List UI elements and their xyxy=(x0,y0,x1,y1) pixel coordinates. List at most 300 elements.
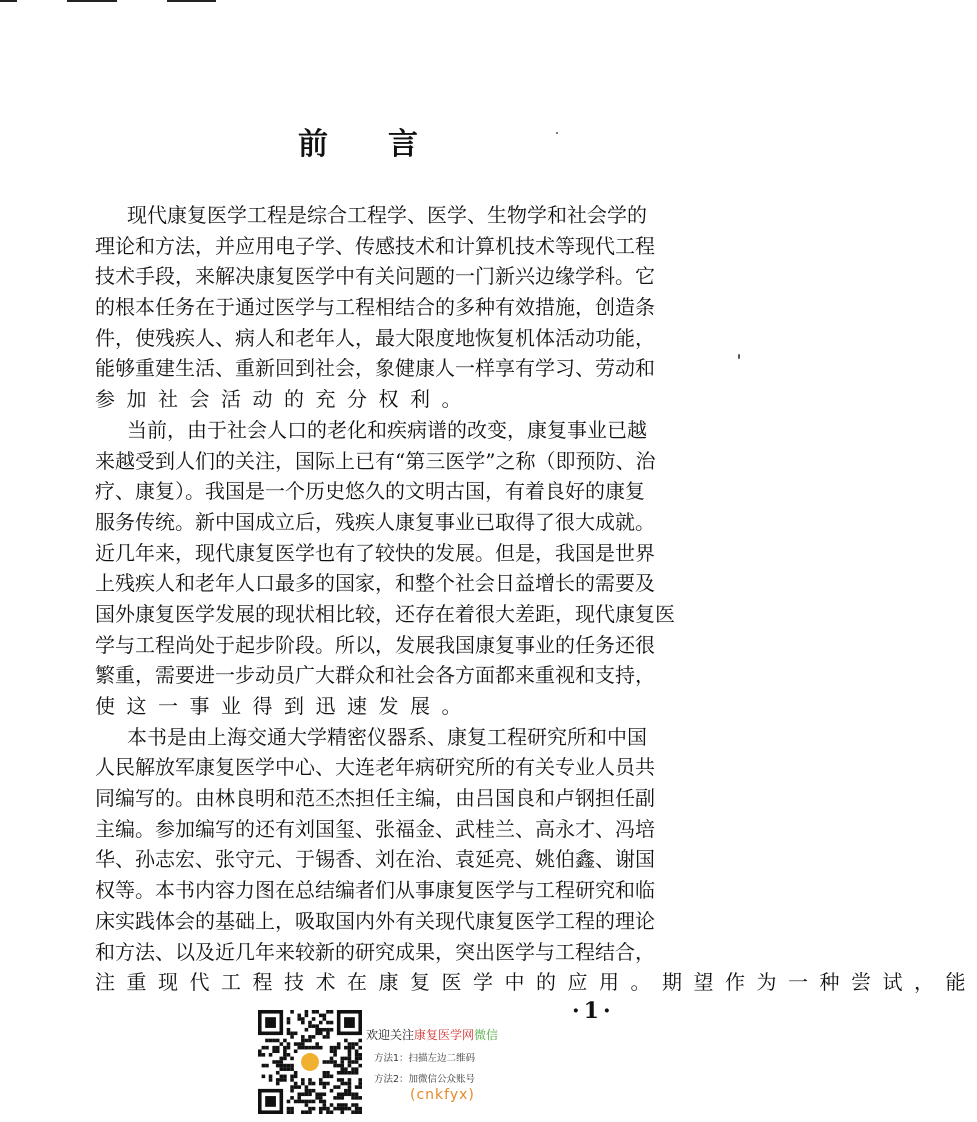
text-line: 学与工程尚处于起步阶段。所以，发展我国康复事业的任务还很 xyxy=(95,632,655,657)
qr-module xyxy=(297,1046,301,1050)
qr-module xyxy=(290,1067,294,1071)
qr-module xyxy=(305,1092,309,1096)
qr-module xyxy=(301,1039,305,1043)
qr-module xyxy=(262,1046,266,1050)
qr-module xyxy=(340,1067,344,1071)
qr-module xyxy=(326,1035,330,1039)
qr-module xyxy=(319,1046,323,1050)
qr-module xyxy=(333,1046,337,1050)
qr-module xyxy=(280,1057,284,1061)
text-line: 近几年来，现代康复医学也有了较快的发展。但是，我国是世界 xyxy=(95,540,655,565)
qr-module xyxy=(287,1067,291,1071)
qr-module xyxy=(358,1064,362,1068)
qr-module xyxy=(265,1064,269,1068)
scan-speck xyxy=(556,132,558,134)
text-line: 使这一事业得到迅速发展。 xyxy=(95,694,473,718)
qr-finder xyxy=(344,1017,355,1028)
qr-module xyxy=(326,1010,330,1014)
qr-module xyxy=(315,1046,319,1050)
qr-module xyxy=(330,1060,334,1064)
qr-finder xyxy=(265,1017,276,1028)
qr-module xyxy=(337,1085,341,1089)
qr-module xyxy=(326,1071,330,1075)
qr-module xyxy=(294,1100,298,1104)
qr-module xyxy=(340,1107,344,1111)
qr-module xyxy=(287,1042,291,1046)
qr-module xyxy=(297,1085,301,1089)
qr-module xyxy=(297,1042,301,1046)
qr-module xyxy=(290,1078,294,1082)
qr-module xyxy=(294,1071,298,1075)
qr-module xyxy=(344,1067,348,1071)
qr-module xyxy=(348,1053,352,1057)
text-line: 繁重，需要进一步动员广大群众和社会各方面都来重视和支持， xyxy=(95,663,655,688)
qr-module xyxy=(330,1057,334,1061)
qr-code xyxy=(258,1010,362,1114)
qr-module xyxy=(323,1103,327,1107)
qr-module xyxy=(272,1060,276,1064)
qr-module xyxy=(287,1046,291,1050)
qr-module xyxy=(280,1067,284,1071)
qr-module xyxy=(276,1078,280,1082)
text-line: 能够重建生活、重新回到社会，象健康人一样享有学习、劳动和 xyxy=(95,356,655,381)
qr-module xyxy=(276,1060,280,1064)
qr-module xyxy=(319,1096,323,1100)
qr-module xyxy=(308,1021,312,1025)
qr-module xyxy=(312,1046,316,1050)
qr-module xyxy=(308,1078,312,1082)
qr-module xyxy=(319,1110,323,1114)
qr-module xyxy=(312,1024,316,1028)
qr-module xyxy=(301,1046,305,1050)
qr-module xyxy=(287,1021,291,1025)
qr-module xyxy=(323,1075,327,1079)
qr-module xyxy=(344,1103,348,1107)
qr-module xyxy=(337,1103,341,1107)
qr-module xyxy=(337,1078,341,1082)
qr-module xyxy=(297,1092,301,1096)
qr-module xyxy=(294,1085,298,1089)
qr-module xyxy=(326,1082,330,1086)
qr-module xyxy=(319,1107,323,1111)
text-line: 国外康复医学发展的现状相比较，还存在着很大差距，现代康复医 xyxy=(95,601,675,626)
qr-module xyxy=(305,1046,309,1050)
qr-module xyxy=(294,1075,298,1079)
qr-module xyxy=(305,1039,309,1043)
qr-module xyxy=(262,1075,266,1079)
preface-body xyxy=(95,200,977,998)
qr-module xyxy=(315,1092,319,1096)
qr-module xyxy=(269,1039,273,1043)
text-line: 件，使残疾人、病人和老年人，最大限度地恢复机体活动功能， xyxy=(95,325,655,350)
qr-module xyxy=(272,1049,276,1053)
qr-module xyxy=(358,1096,362,1100)
qr-module xyxy=(348,1071,352,1075)
qr-module xyxy=(348,1049,352,1053)
qr-module xyxy=(305,1103,309,1107)
qr-module xyxy=(308,1046,312,1050)
qr-module xyxy=(308,1089,312,1093)
qr-module xyxy=(287,1028,291,1032)
qr-module xyxy=(358,1082,362,1086)
qr-module xyxy=(319,1082,323,1086)
qr-module xyxy=(348,1082,352,1086)
qr-module xyxy=(294,1042,298,1046)
qr-module xyxy=(258,1049,262,1053)
qr-module xyxy=(283,1049,287,1053)
qr-module xyxy=(262,1064,266,1068)
qr-module xyxy=(323,1082,327,1086)
qr-module xyxy=(355,1110,359,1114)
qr-module xyxy=(337,1042,341,1046)
qr-module xyxy=(358,1078,362,1082)
qr-module xyxy=(283,1067,287,1071)
qr-module xyxy=(326,1021,330,1025)
qr-module xyxy=(348,1092,352,1096)
qr-module xyxy=(301,1035,305,1039)
qr-module xyxy=(355,1107,359,1111)
qr-module xyxy=(315,1024,319,1028)
text-line: 来越受到人们的关注，国际上已有“第三医学”之称（即预防、治 xyxy=(95,448,656,473)
qr-module xyxy=(351,1046,355,1050)
qr-module xyxy=(276,1082,280,1086)
qr-module xyxy=(312,1035,316,1039)
qr-module xyxy=(287,1017,291,1021)
qr-module xyxy=(348,1060,352,1064)
qr-module xyxy=(330,1021,334,1025)
qr-module xyxy=(358,1057,362,1061)
qr-module xyxy=(344,1082,348,1086)
qr-module xyxy=(340,1057,344,1061)
promo-method-2: 方法2：加微信公众账号 xyxy=(374,1074,476,1085)
qr-module xyxy=(290,1075,294,1079)
qr-module xyxy=(344,1046,348,1050)
qr-module xyxy=(308,1092,312,1096)
qr-module xyxy=(308,1110,312,1114)
text-line: 当前，由于社会人口的老化和疾病谱的改变，康复事业已越 xyxy=(127,417,647,442)
qr-module xyxy=(348,1046,352,1050)
text-line: 现代康复医学工程是综合工程学、医学、生物学和社会学的 xyxy=(127,203,647,227)
qr-module xyxy=(337,1071,341,1075)
qr-module xyxy=(283,1039,287,1043)
qr-module xyxy=(312,1089,316,1093)
qr-module xyxy=(319,1014,323,1018)
qr-module xyxy=(323,1085,327,1089)
qr-module xyxy=(351,1071,355,1075)
qr-module xyxy=(305,1089,309,1093)
qr-module xyxy=(323,1071,327,1075)
qr-module xyxy=(312,1017,316,1021)
text-line: 疗、康复）。我国是一个历史悠久的文明古国，有着良好的康复 xyxy=(95,479,645,504)
promo-method-1: 方法1：扫描左边二维码 xyxy=(374,1053,476,1064)
qr-module xyxy=(280,1042,284,1046)
text-line: 床实践体会的基础上，吸取国内外有关现代康复医学工程的理论 xyxy=(95,908,655,933)
qr-module xyxy=(330,1089,334,1093)
scan-edge-line xyxy=(167,0,216,2)
qr-module xyxy=(308,1039,312,1043)
qr-module xyxy=(305,1028,309,1032)
qr-module xyxy=(355,1071,359,1075)
qr-module xyxy=(330,1046,334,1050)
qr-module xyxy=(280,1064,284,1068)
text-line: 注重现代工程技术在康复医学中的应用。期望作为一种尝试，能 xyxy=(95,970,977,995)
qr-module xyxy=(337,1107,341,1111)
qr-module xyxy=(330,1103,334,1107)
qr-module xyxy=(276,1064,280,1068)
qr-module xyxy=(290,1089,294,1093)
qr-module xyxy=(355,1085,359,1089)
qr-module xyxy=(323,1017,327,1021)
qr-module xyxy=(280,1060,284,1064)
text-line: 上残疾人和老年人口最多的国家，和整个社会日益增长的需要及 xyxy=(95,571,655,596)
qr-module xyxy=(344,1107,348,1111)
promo-heading xyxy=(366,1026,498,1043)
qr-module xyxy=(287,1100,291,1104)
qr-module xyxy=(301,1017,305,1021)
promo-account: (cnkfyx) xyxy=(410,1087,475,1103)
qr-module xyxy=(297,1014,301,1018)
page-title-char: 言 xyxy=(388,127,418,162)
qr-module xyxy=(315,1042,319,1046)
text-line: 参加社会活动的充分权利。 xyxy=(95,387,473,412)
text-line: 权等。本书内容力图在总结编者们从事康复医学与工程研究和临 xyxy=(95,878,655,903)
qr-module xyxy=(283,1075,287,1079)
qr-module xyxy=(326,1110,330,1114)
qr-module xyxy=(351,1092,355,1096)
qr-module xyxy=(290,1032,294,1036)
qr-module xyxy=(355,1060,359,1064)
promo-site: 康复医学网 xyxy=(414,1028,475,1042)
qr-module xyxy=(301,1021,305,1025)
scan-edge-line xyxy=(67,0,117,2)
qr-module xyxy=(319,1078,323,1082)
qr-module xyxy=(283,1064,287,1068)
qr-module xyxy=(294,1082,298,1086)
qr-module xyxy=(308,1107,312,1111)
qr-module xyxy=(348,1107,352,1111)
qr-module xyxy=(348,1085,352,1089)
qr-module xyxy=(319,1032,323,1036)
qr-module xyxy=(297,1100,301,1104)
qr-module xyxy=(330,1010,334,1014)
qr-module xyxy=(308,1082,312,1086)
qr-module xyxy=(280,1078,284,1082)
qr-module xyxy=(315,1096,319,1100)
qr-module xyxy=(301,1100,305,1104)
qr-module xyxy=(269,1075,273,1079)
text-line: 人民解放军康复医学中心、大连老年病研究所的有关专业人员共 xyxy=(95,755,655,780)
qr-module xyxy=(312,1082,316,1086)
qr-module xyxy=(283,1078,287,1082)
qr-module xyxy=(333,1053,337,1057)
qr-module xyxy=(315,1010,319,1014)
qr-module xyxy=(265,1039,269,1043)
qr-module xyxy=(330,1028,334,1032)
qr-module xyxy=(358,1039,362,1043)
qr-module xyxy=(344,1057,348,1061)
text-line: 和方法、以及近几年来较新的研究成果，突出医学与工程结合， xyxy=(95,939,655,964)
text-line: 同编写的。由林良明和范丕杰担任主编，由吕国良和卢钢担任副 xyxy=(95,786,655,811)
qr-module xyxy=(287,1053,291,1057)
qr-module xyxy=(348,1078,352,1082)
qr-module xyxy=(351,1042,355,1046)
qr-module xyxy=(290,1107,294,1111)
qr-module xyxy=(348,1057,352,1061)
qr-module xyxy=(323,1035,327,1039)
qr-module xyxy=(337,1064,341,1068)
qr-module xyxy=(290,1010,294,1014)
qr-module xyxy=(262,1053,266,1057)
qr-module xyxy=(269,1078,273,1082)
page-number: ·1· xyxy=(572,998,615,1024)
qr-module xyxy=(283,1057,287,1061)
qr-module xyxy=(294,1032,298,1036)
qr-module xyxy=(272,1039,276,1043)
qr-module xyxy=(340,1096,344,1100)
qr-module xyxy=(283,1053,287,1057)
qr-module xyxy=(297,1017,301,1021)
qr-module xyxy=(290,1035,294,1039)
qr-module xyxy=(287,1110,291,1114)
qr-module xyxy=(344,1039,348,1043)
qr-module xyxy=(319,1028,323,1032)
qr-module xyxy=(326,1028,330,1032)
text-line: 华、孙志宏、张守元、于锡香、刘在治、袁延亮、姚伯鑫、谢国 xyxy=(95,847,655,872)
qr-module xyxy=(308,1035,312,1039)
qr-module xyxy=(355,1057,359,1061)
qr-module xyxy=(308,1024,312,1028)
qr-module xyxy=(333,1049,337,1053)
qr-module xyxy=(305,1014,309,1018)
text-line: 的根本任务在于通过医学与工程相结合的多种有效措施，创造条 xyxy=(95,295,655,320)
qr-module xyxy=(315,1028,319,1032)
qr-module xyxy=(315,1032,319,1036)
qr-module xyxy=(344,1092,348,1096)
qr-module xyxy=(344,1071,348,1075)
qr-module xyxy=(358,1107,362,1111)
qr-module xyxy=(355,1067,359,1071)
qr-module xyxy=(340,1092,344,1096)
qr-module xyxy=(301,1092,305,1096)
promo-welcome: 欢迎关注 xyxy=(366,1028,415,1042)
text-line: 服务传统。新中国成立后，残疾人康复事业已取得了很大成就。 xyxy=(95,509,655,534)
qr-module xyxy=(351,1060,355,1064)
qr-module xyxy=(290,1110,294,1114)
qr-module xyxy=(344,1089,348,1093)
qr-module xyxy=(333,1060,337,1064)
qr-module xyxy=(355,1049,359,1053)
qr-module xyxy=(272,1046,276,1050)
qr-module xyxy=(312,1107,316,1111)
scan-edge-line xyxy=(0,0,17,2)
qr-module xyxy=(287,1064,291,1068)
wechat-promo xyxy=(366,1026,498,1103)
qr-module xyxy=(326,1107,330,1111)
qr-module xyxy=(312,1100,316,1104)
promo-wechat: 微信 xyxy=(474,1028,499,1042)
qr-module xyxy=(330,1049,334,1053)
qr-module xyxy=(340,1060,344,1064)
qr-finder xyxy=(265,1096,276,1107)
qr-module xyxy=(323,1014,327,1018)
qr-module xyxy=(333,1064,337,1068)
qr-module xyxy=(348,1042,352,1046)
qr-module xyxy=(305,1085,309,1089)
qr-module xyxy=(348,1089,352,1093)
qr-module xyxy=(290,1057,294,1061)
page-title-char: 前 xyxy=(298,127,328,162)
qr-module xyxy=(323,1092,327,1096)
qr-module xyxy=(312,1010,316,1014)
qr-module xyxy=(351,1067,355,1071)
qr-module xyxy=(269,1053,273,1057)
qr-logo-icon xyxy=(301,1053,319,1071)
qr-module xyxy=(337,1046,341,1050)
qr-module xyxy=(283,1046,287,1050)
qr-module xyxy=(340,1071,344,1075)
qr-module xyxy=(297,1096,301,1100)
qr-module xyxy=(323,1107,327,1111)
qr-module xyxy=(265,1046,269,1050)
qr-module xyxy=(326,1032,330,1036)
qr-module xyxy=(340,1078,344,1082)
qr-module xyxy=(301,1042,305,1046)
qr-module xyxy=(333,1107,337,1111)
qr-module xyxy=(276,1046,280,1050)
qr-module xyxy=(323,1100,327,1104)
qr-module xyxy=(308,1100,312,1104)
text-line: 主编。参加编写的还有刘国玺、张福金、武桂兰、高永才、冯培 xyxy=(95,816,655,841)
qr-module xyxy=(287,1107,291,1111)
qr-module xyxy=(323,1028,327,1032)
qr-module xyxy=(355,1042,359,1046)
qr-module xyxy=(351,1103,355,1107)
qr-module xyxy=(351,1096,355,1100)
qr-module xyxy=(333,1085,337,1089)
qr-module xyxy=(337,1096,341,1100)
text-line: 理论和方法，并应用电子学、传感技术和计算机技术等现代工程 xyxy=(95,233,655,258)
qr-module xyxy=(340,1082,344,1086)
qr-module xyxy=(333,1096,337,1100)
qr-module xyxy=(355,1103,359,1107)
qr-module xyxy=(358,1110,362,1114)
qr-module xyxy=(319,1100,323,1104)
qr-module xyxy=(258,1053,262,1057)
qr-module xyxy=(305,1110,309,1114)
text-line: 技术手段，来解决康复医学中有关问题的一门新兴边缘学科。它 xyxy=(95,264,655,289)
qr-module xyxy=(276,1039,280,1043)
qr-module xyxy=(276,1071,280,1075)
qr-module xyxy=(301,1110,305,1114)
qr-module xyxy=(337,1092,341,1096)
scan-speck xyxy=(738,354,740,359)
qr-module xyxy=(351,1110,355,1114)
qr-module xyxy=(319,1092,323,1096)
qr-module xyxy=(340,1110,344,1114)
text-line: 本书是由上海交通大学精密仪器系、康复工程研究所和中国 xyxy=(127,724,647,749)
qr-module xyxy=(355,1096,359,1100)
qr-module xyxy=(290,1085,294,1089)
qr-module xyxy=(301,1078,305,1082)
qr-module xyxy=(319,1021,323,1025)
qr-module xyxy=(358,1085,362,1089)
qr-module xyxy=(358,1053,362,1057)
qr-module xyxy=(330,1075,334,1079)
qr-module xyxy=(301,1082,305,1086)
qr-module xyxy=(294,1049,298,1053)
qr-module xyxy=(358,1046,362,1050)
qr-module xyxy=(348,1064,352,1068)
